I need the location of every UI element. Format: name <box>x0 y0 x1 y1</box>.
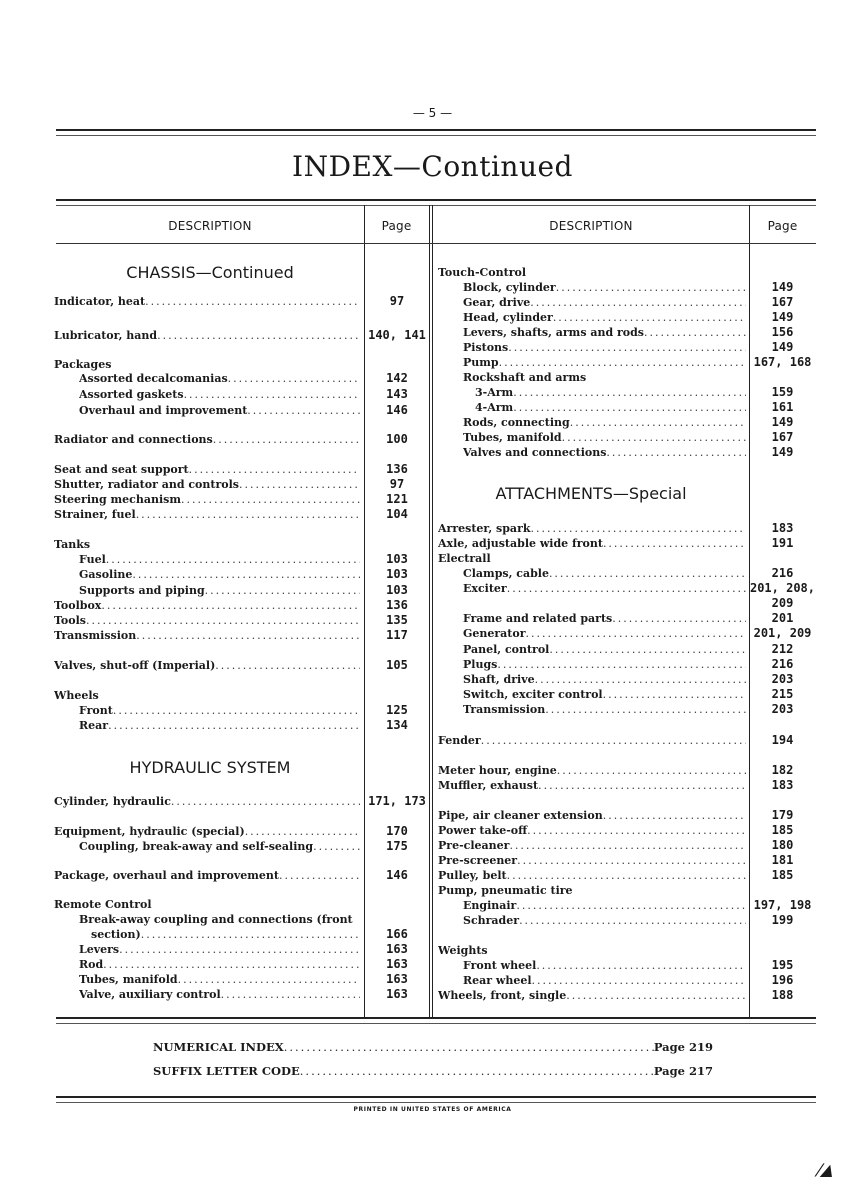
leader-dots <box>132 568 360 581</box>
leader-dots <box>516 899 746 912</box>
entry-label: Equipment, hydraulic (special) <box>54 825 245 838</box>
entry-page: 167 <box>771 430 794 444</box>
entry-label: Radiator and connections <box>54 433 213 446</box>
entry-label: Enginair <box>463 899 517 912</box>
leader-dots <box>313 840 360 853</box>
leader-dots <box>612 612 746 625</box>
entry-label: Generator <box>463 627 526 640</box>
entry-page: 199 <box>771 913 794 927</box>
entry-label: Tubes, manifold <box>79 973 178 986</box>
entry-label: Overhaul and improvement <box>79 404 248 417</box>
index-entry <box>438 764 746 779</box>
index-entry <box>54 869 360 884</box>
leader-dots <box>513 386 746 399</box>
leader-dots <box>507 582 746 595</box>
entry-label: Frame and related parts <box>463 612 613 625</box>
leader-dots <box>549 567 746 580</box>
index-subheading <box>79 913 360 928</box>
index-entry <box>54 463 360 478</box>
leader-dots <box>481 734 746 747</box>
entry-page: 171, 173 <box>368 794 426 808</box>
entry-page: 181 <box>771 853 794 867</box>
entry-label: Fender <box>438 734 481 747</box>
entry-page: 191 <box>771 536 794 550</box>
entry-label: Valve, auxiliary control <box>79 988 221 1001</box>
index-entry <box>79 372 360 387</box>
index-entry <box>79 584 360 599</box>
leader-dots <box>213 433 360 446</box>
leader-dots <box>245 825 360 838</box>
index-entry <box>54 295 360 310</box>
leader-dots <box>519 914 746 927</box>
index-entry <box>54 599 360 614</box>
leader-dots <box>106 553 360 566</box>
index-entry <box>463 416 746 431</box>
leader-dots <box>189 463 360 476</box>
index-entry <box>79 568 360 583</box>
entry-page: 195 <box>771 958 794 972</box>
leader-dots <box>553 311 746 324</box>
entry-page: 194 <box>771 733 794 747</box>
entry-page: 146 <box>386 868 408 882</box>
leader-dots <box>136 629 360 642</box>
index-entry <box>91 928 360 943</box>
index-entry <box>438 522 746 537</box>
entry-page: 203 <box>771 702 794 716</box>
entry-label: Front <box>79 704 113 717</box>
entry-label: Cylinder, hydraulic <box>54 795 171 808</box>
leader-dots <box>535 673 746 686</box>
index-entry <box>463 341 746 356</box>
leader-dots <box>145 295 360 308</box>
entry-label: Clamps, cable <box>463 567 549 580</box>
index-entry <box>79 958 360 973</box>
entry-label: Pipe, air cleaner extension <box>438 809 603 822</box>
entry-label: 3-Arm <box>475 386 514 399</box>
entry-label: Indicator, heat <box>54 295 146 308</box>
leader-dots <box>497 658 746 671</box>
leader-dots <box>284 1040 654 1054</box>
index-entry <box>463 326 746 341</box>
entry-label: Seat and seat support <box>54 463 189 476</box>
entry-label: Meter hour, engine <box>438 764 557 777</box>
leader-dots <box>178 973 360 986</box>
index-entry <box>54 825 360 840</box>
entry-page: 140, 141 <box>368 328 426 342</box>
entry-page: 149 <box>771 310 794 324</box>
leader-dots <box>557 764 746 777</box>
entry-page: 179 <box>771 808 794 822</box>
link-page: Page 219 <box>653 1040 713 1054</box>
header-rule <box>56 243 816 244</box>
leader-dots <box>603 537 746 550</box>
leader-dots <box>603 809 746 822</box>
entry-label: Wheels, front, single <box>438 989 567 1002</box>
entry-label: Electrall <box>438 552 491 565</box>
entry-label: Fuel <box>79 553 106 566</box>
index-subheading <box>438 266 746 281</box>
leader-dots <box>221 988 360 1001</box>
entry-page: 149 <box>771 280 794 294</box>
entry-label: Schrader <box>463 914 520 927</box>
entry-page: 196 <box>771 973 794 987</box>
leader-dots <box>86 614 360 627</box>
entry-page: 163 <box>386 942 408 956</box>
entry-label: Valves and connections <box>463 446 607 459</box>
index-entry <box>463 914 746 929</box>
entry-label: Plugs <box>463 658 498 671</box>
index-entry <box>463 431 746 446</box>
index-entry <box>463 627 746 642</box>
leader-dots <box>644 326 746 339</box>
leader-dots <box>141 928 360 941</box>
entry-label: section) <box>91 928 141 941</box>
entry-page: 149 <box>771 445 794 459</box>
leader-dots <box>247 404 360 417</box>
corner-mark-icon: /▲ <box>813 1160 839 1179</box>
entry-label: Shutter, radiator and controls <box>54 478 239 491</box>
entry-label: Wheels <box>54 689 99 702</box>
entry-label: Tanks <box>54 538 91 551</box>
index-entry <box>54 795 360 810</box>
entry-label: Lubricator, hand <box>54 329 158 342</box>
entry-label: Arrester, spark <box>438 522 531 535</box>
entry-label: Rods, connecting <box>463 416 570 429</box>
leader-dots <box>507 869 746 882</box>
entry-page: 201 <box>771 611 794 625</box>
leader-dots <box>530 296 746 309</box>
entry-page: 201, 209 <box>753 626 812 640</box>
entry-label: Levers, shafts, arms and rods <box>463 326 645 339</box>
footer-rule <box>56 1096 816 1103</box>
entry-page: 185 <box>771 868 794 882</box>
entry-label: Transmission <box>463 703 546 716</box>
entry-label: Shaft, drive <box>463 673 535 686</box>
entry-label: Assorted decalcomanias <box>79 372 228 385</box>
index-entry <box>79 404 360 419</box>
index-entry <box>463 296 746 311</box>
entry-page: 188 <box>771 988 794 1002</box>
index-entry <box>79 988 360 1003</box>
entry-page: 103 <box>386 567 408 581</box>
link-page: Page 217 <box>653 1064 713 1078</box>
entry-page: 183 <box>771 778 794 792</box>
index-entry <box>79 553 360 568</box>
entry-page: 185 <box>771 823 794 837</box>
index-entry <box>54 659 360 674</box>
printed-notice: PRINTED IN UNITED STATES OF AMERICA <box>353 1106 512 1113</box>
entry-label: Pump <box>463 356 499 369</box>
link-label: NUMERICAL INDEX <box>153 1040 284 1054</box>
index-entry <box>54 493 360 508</box>
entry-label: Pump, pneumatic tire <box>438 884 573 897</box>
index-entry <box>463 899 746 914</box>
entry-page: 182 <box>771 763 794 777</box>
entry-page: 134 <box>386 718 408 732</box>
entry-label: Pulley, belt <box>438 869 507 882</box>
section-title-hydraulic: HYDRAULIC SYSTEM <box>129 758 291 777</box>
index-entry <box>79 973 360 988</box>
index-entry <box>463 446 746 461</box>
index-entry <box>463 597 746 612</box>
entry-page: 117 <box>386 628 408 642</box>
leader-dots <box>215 659 360 672</box>
leader-dots <box>513 401 746 414</box>
entry-label: Valves, shut-off (Imperial) <box>54 659 216 672</box>
entry-label: Panel, control <box>463 643 550 656</box>
entry-page: 163 <box>386 987 408 1001</box>
section-title-attachments: ATTACHMENTS—Special <box>495 484 687 503</box>
index-entry <box>438 734 746 749</box>
entry-page: 156 <box>771 325 794 339</box>
index-entry <box>79 840 360 855</box>
entry-page: 216 <box>771 657 794 671</box>
entry-label: Package, overhaul and improvement <box>54 869 279 882</box>
index-entry <box>438 809 746 824</box>
index-entry <box>54 508 360 523</box>
entry-label: Supports and piping <box>79 584 205 597</box>
entry-label: Axle, adjustable wide front <box>438 537 603 550</box>
entry-label: Exciter <box>463 582 507 595</box>
right-page-header: Page <box>767 219 798 233</box>
entry-label: Rear <box>79 719 109 732</box>
entry-label: Gasoline <box>79 568 133 581</box>
leader-dots <box>570 416 746 429</box>
leader-dots <box>536 959 746 972</box>
index-entry <box>54 629 360 644</box>
entry-label: Assorted gaskets <box>79 388 184 401</box>
index-entry <box>463 311 746 326</box>
leader-dots <box>549 643 746 656</box>
entry-page: 149 <box>771 340 794 354</box>
entry-page: 100 <box>386 432 408 446</box>
index-subheading <box>54 689 360 704</box>
entry-page: 142 <box>386 371 408 385</box>
entry-label: Head, cylinder <box>463 311 553 324</box>
index-entry <box>79 719 360 734</box>
entry-page: 163 <box>386 972 408 986</box>
index-entry <box>475 386 746 401</box>
entry-page: 146 <box>386 403 408 417</box>
entry-page: 97 <box>389 294 405 308</box>
entry-label: Pre-screener <box>438 854 518 867</box>
entry-label: Strainer, fuel <box>54 508 136 521</box>
entry-label: Switch, exciter control <box>463 688 603 701</box>
index-entry <box>463 643 746 658</box>
index-entry <box>463 281 746 296</box>
index-entry <box>463 658 746 673</box>
index-entry <box>54 478 360 493</box>
index-subheading <box>438 944 746 959</box>
center-divider-b <box>432 205 433 1017</box>
entry-page: 197, 198 <box>753 898 812 912</box>
index-entry <box>463 974 746 989</box>
leader-dots <box>157 329 360 342</box>
entry-page: 163 <box>386 957 408 971</box>
index-entry <box>438 869 746 884</box>
entry-label: Block, cylinder <box>463 281 556 294</box>
leader-dots <box>136 508 360 521</box>
entry-page: 149 <box>771 415 794 429</box>
leader-dots <box>606 446 746 459</box>
index-subheading <box>438 552 746 567</box>
entry-label: Steering mechanism <box>54 493 181 506</box>
entry-page: 143 <box>386 387 408 401</box>
index-entry <box>54 329 360 344</box>
entry-label: Weights <box>438 944 488 957</box>
page-number: — 5 — <box>412 106 453 120</box>
entry-label: Coupling, break-away and self-sealing <box>79 840 314 853</box>
suffix-letter-code-link[interactable] <box>153 1064 713 1080</box>
entry-page: 183 <box>771 521 794 535</box>
index-entry <box>79 943 360 958</box>
leader-dots <box>527 824 746 837</box>
index-entry <box>438 537 746 552</box>
index-subheading <box>438 884 746 899</box>
leader-dots <box>508 341 746 354</box>
entry-label: Tubes, manifold <box>463 431 562 444</box>
leader-dots <box>300 1064 654 1078</box>
leader-dots <box>499 356 746 369</box>
index-entry <box>79 704 360 719</box>
leader-dots <box>545 703 746 716</box>
index-entry <box>438 989 746 1004</box>
right-description-header: DESCRIPTION <box>549 219 633 233</box>
leader-dots <box>556 281 746 294</box>
left-description-header: DESCRIPTION <box>168 219 252 233</box>
top-rule <box>56 129 816 136</box>
index-entry <box>463 356 746 371</box>
entry-label: Rod <box>79 958 104 971</box>
index-entry <box>54 614 360 629</box>
index-entry <box>438 824 746 839</box>
entry-label: Break-away coupling and connections (front <box>79 913 353 926</box>
entry-label: Power take-off <box>438 824 528 837</box>
index-subheading <box>54 358 360 373</box>
leader-dots <box>532 974 746 987</box>
entry-page: 135 <box>386 613 408 627</box>
entry-page: 180 <box>771 838 794 852</box>
leader-dots <box>101 599 360 612</box>
index-subheading <box>54 898 360 913</box>
index-entry <box>79 388 360 403</box>
index-entry <box>463 688 746 703</box>
page-title: INDEX—Continued <box>292 150 573 183</box>
entry-page: 212 <box>771 642 794 656</box>
entry-page: 97 <box>389 477 405 491</box>
entry-label: Gear, drive <box>463 296 531 309</box>
index-entry <box>463 673 746 688</box>
entry-label: 4-Arm <box>475 401 514 414</box>
leader-dots <box>108 719 360 732</box>
entry-page: 159 <box>771 385 794 399</box>
entry-label: Pre-cleaner <box>438 839 510 852</box>
index-entry <box>463 582 746 597</box>
entry-page: 136 <box>386 598 408 612</box>
entry-page: 104 <box>386 507 408 521</box>
leader-dots <box>526 627 746 640</box>
link-label: SUFFIX LETTER CODE <box>153 1064 300 1078</box>
entry-page: 201, 208, <box>749 581 816 595</box>
table-bottom-rule <box>56 1017 816 1024</box>
entry-page: 170 <box>386 824 408 838</box>
entry-page: 125 <box>386 703 408 717</box>
entry-page: 136 <box>386 462 408 476</box>
entry-label: Toolbox <box>54 599 102 612</box>
leader-dots <box>530 522 746 535</box>
entry-page: 216 <box>771 566 794 580</box>
leader-dots <box>113 704 360 717</box>
entry-label: Pistons <box>463 341 509 354</box>
entry-page: 103 <box>386 583 408 597</box>
entry-page: 175 <box>386 839 408 853</box>
entry-page: 161 <box>771 400 794 414</box>
entry-page: 203 <box>771 672 794 686</box>
entry-label: Tools <box>54 614 86 627</box>
numerical-index-link[interactable] <box>153 1040 713 1056</box>
leader-dots <box>119 943 360 956</box>
entry-page: 209 <box>771 596 794 610</box>
index-entry <box>463 612 746 627</box>
leader-dots <box>205 584 360 597</box>
leader-dots <box>171 795 360 808</box>
entry-label: Transmission <box>54 629 137 642</box>
leader-dots <box>228 372 360 385</box>
entry-label: Remote Control <box>54 898 152 911</box>
entry-label: Touch-Control <box>438 266 526 279</box>
index-subheading <box>463 371 746 386</box>
leader-dots <box>184 388 360 401</box>
index-entry <box>438 779 746 794</box>
entry-label: Rockshaft and arms <box>463 371 587 384</box>
section-title-chassis: CHASSIS—Continued <box>126 263 294 282</box>
entry-page: 215 <box>771 687 794 701</box>
leader-dots <box>603 688 746 701</box>
entry-page: 105 <box>386 658 408 672</box>
entry-page: 103 <box>386 552 408 566</box>
entry-page: 167, 168 <box>753 355 812 369</box>
index-entry <box>438 854 746 869</box>
index-subheading <box>54 538 360 553</box>
leader-dots <box>279 869 360 882</box>
leader-dots <box>509 839 746 852</box>
entry-label: Packages <box>54 358 112 371</box>
leader-dots <box>181 493 360 506</box>
entry-page: 166 <box>386 927 408 941</box>
entry-label: Front wheel <box>463 959 537 972</box>
index-entry <box>475 401 746 416</box>
index-entry <box>463 567 746 582</box>
index-entry <box>463 703 746 718</box>
leader-dots <box>562 431 746 444</box>
entry-page: 167 <box>771 295 794 309</box>
entry-label: Muffler, exhaust <box>438 779 539 792</box>
left-page-header: Page <box>381 219 412 233</box>
leader-dots <box>538 779 746 792</box>
index-entry <box>54 433 360 448</box>
index-entry <box>438 839 746 854</box>
index-entry <box>463 959 746 974</box>
entry-label: Levers <box>79 943 120 956</box>
leader-dots <box>103 958 360 971</box>
entry-label: Rear wheel <box>463 974 532 987</box>
entry-page: 121 <box>386 492 408 506</box>
leader-dots <box>566 989 746 1002</box>
leader-dots <box>517 854 746 867</box>
leader-dots <box>239 478 360 491</box>
